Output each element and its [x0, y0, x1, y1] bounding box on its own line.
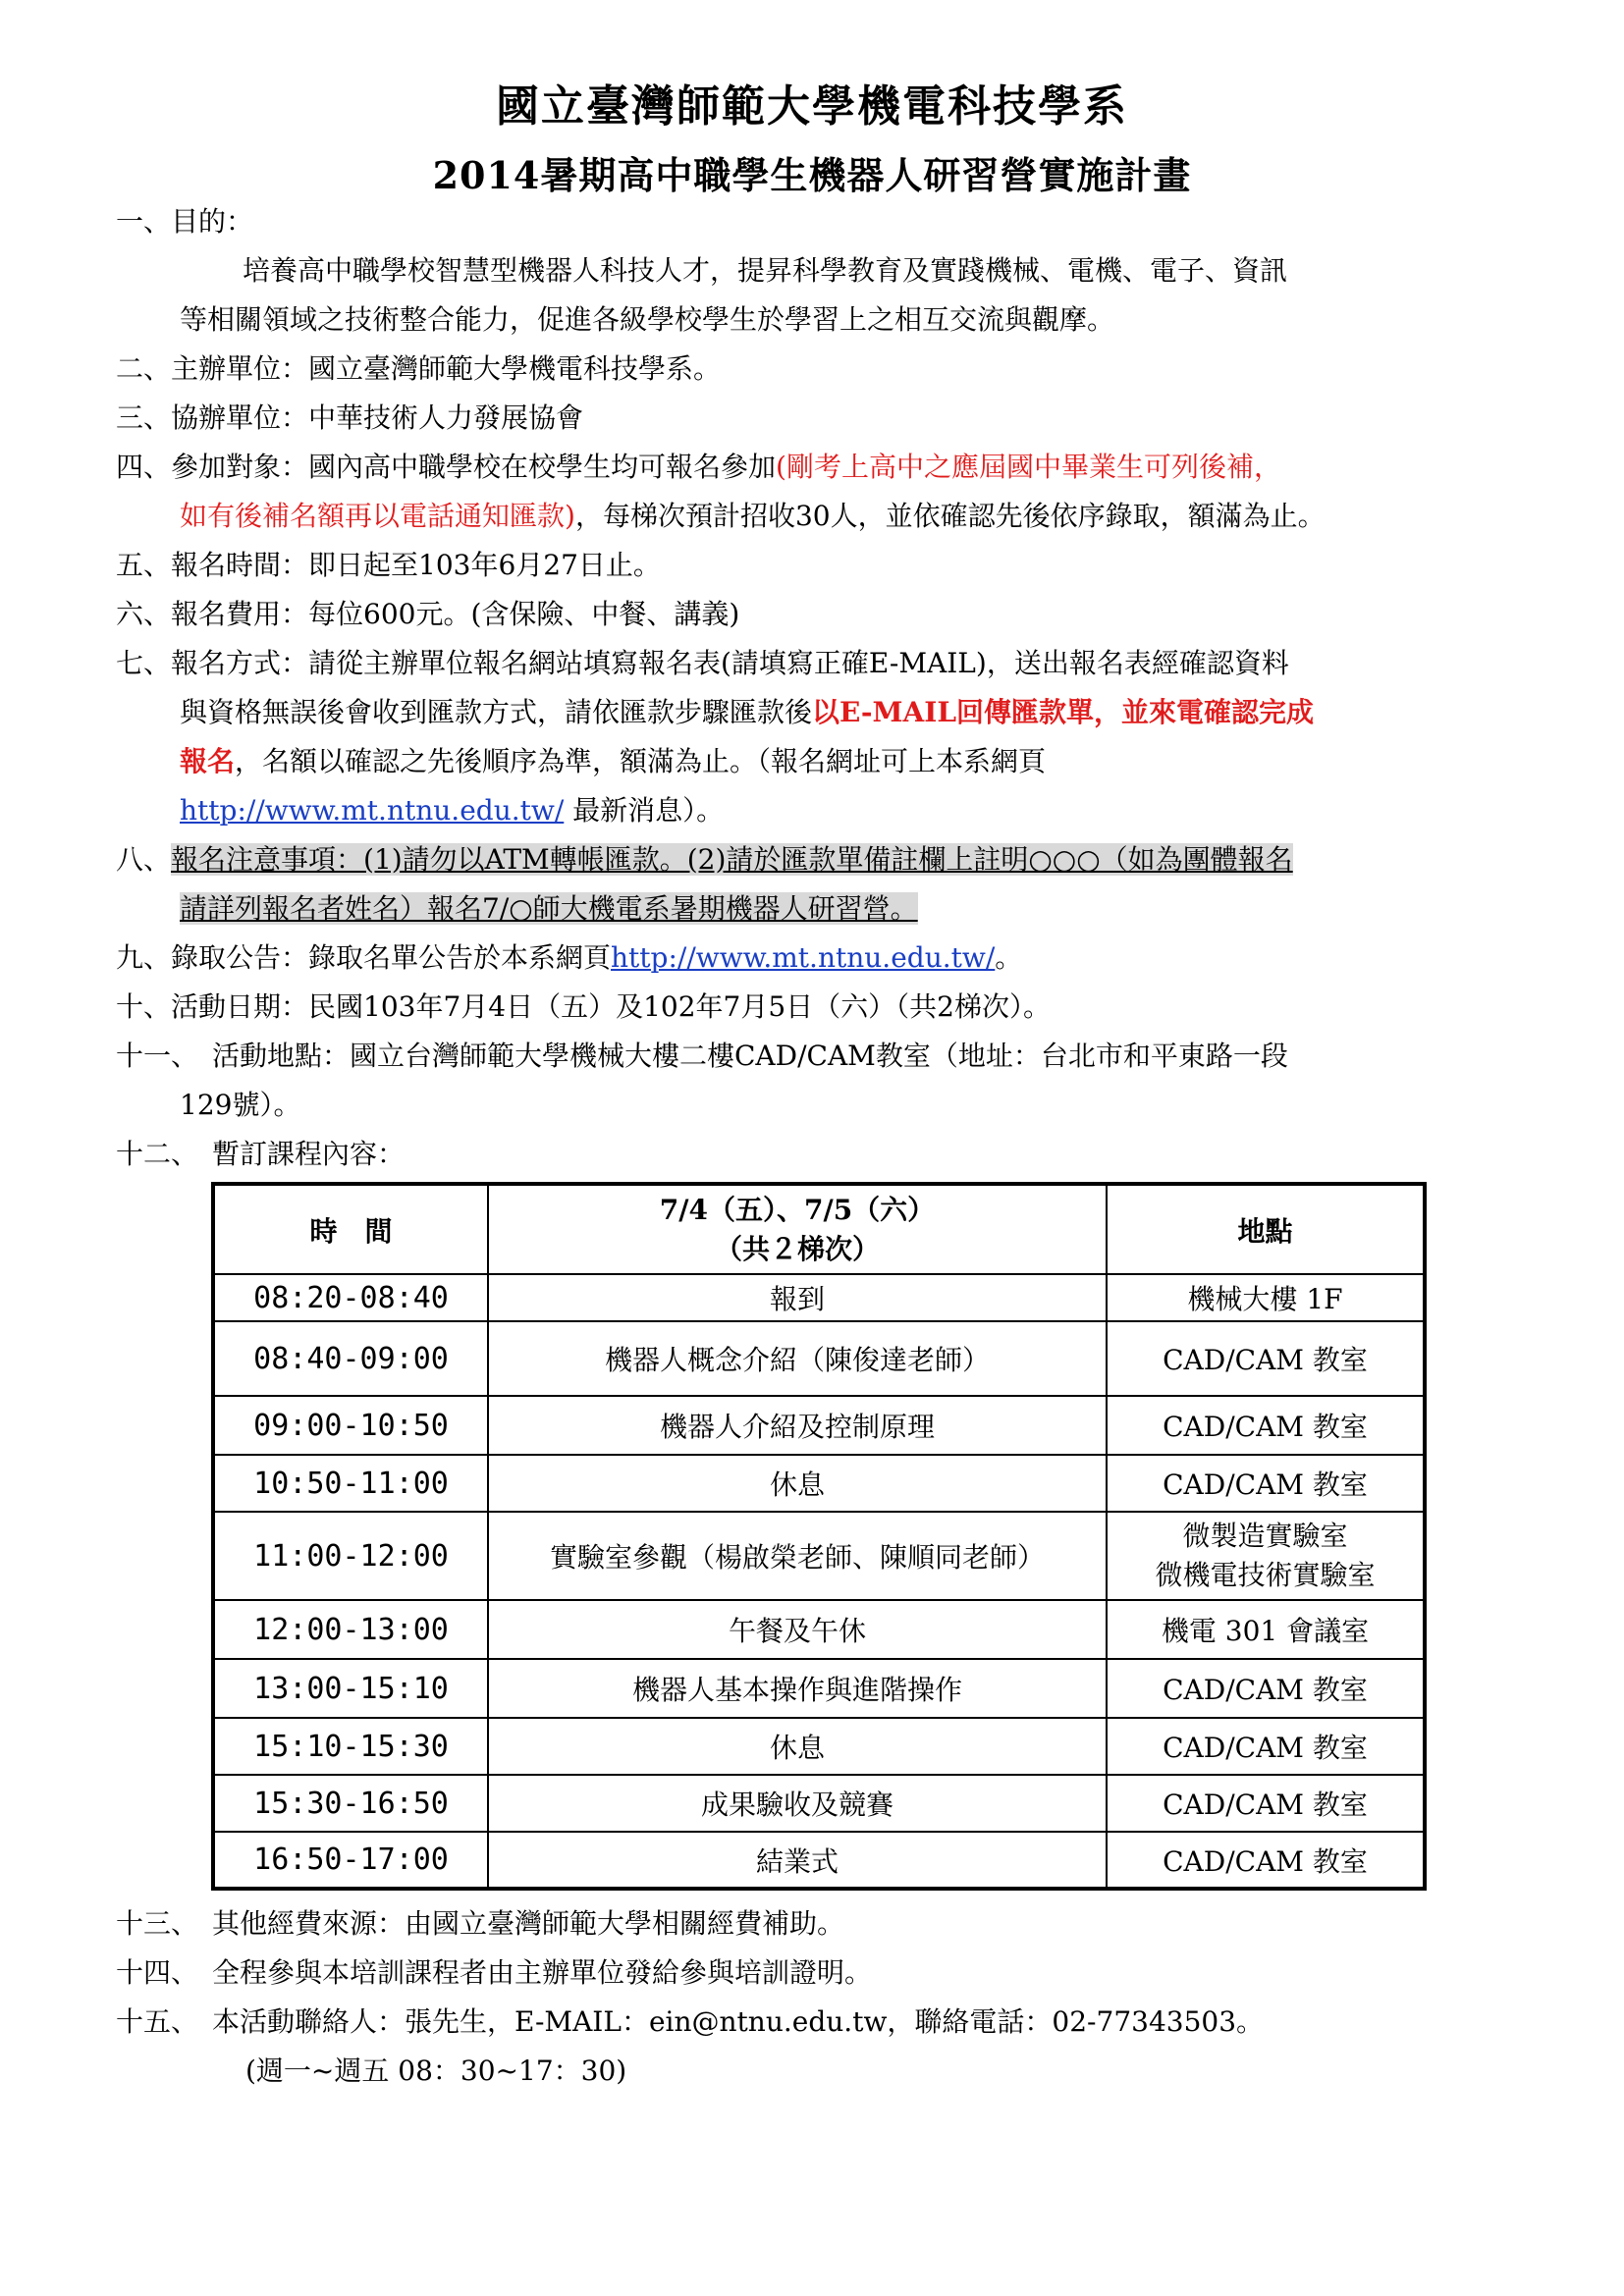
cell-place: CAD/CAM 教室 [1107, 1659, 1425, 1718]
section-8-notice: 報名注意事項：(1)請勿以ATM轉帳匯款。(2)請於匯款單備註欄上註明○○○（如為團體報名 [171, 843, 1293, 876]
section-7-red-note-2: 報名 [180, 745, 236, 777]
table-row [213, 1659, 1425, 1718]
cell-place: 機械大樓 1F [1107, 1274, 1425, 1321]
section-10-dates: 十、活動日期：民國103年7月4日（五）及102年7月5日（六）（共2梯次）。 [116, 990, 1051, 1023]
cell-place [1107, 1512, 1425, 1600]
cell-place: CAD/CAM 教室 [1107, 1832, 1425, 1889]
table-row [213, 1321, 1425, 1396]
cell-place-line2: 微機電技術實驗室 [1155, 1559, 1376, 1591]
section-12-heading: 十二、 暫訂課程內容： [116, 1138, 406, 1170]
cell-place-line1: 微製造實驗室 [1182, 1520, 1348, 1552]
cell-time: 08:40-09:00 [213, 1321, 488, 1396]
section-11-line1: 十一、 活動地點：國立台灣師範大學機械大樓二樓CAD/CAM教室（地址：台北市和平東路一段 [116, 1040, 1288, 1072]
schedule-body [213, 1274, 1425, 1889]
section-4-red-note-2: 如有後補名額再以電話通知匯款) [180, 500, 575, 532]
cell-time: 09:00-10:50 [213, 1396, 488, 1455]
section-1-body-line2: 等相關領域之技術整合能力，促進各級學校學生於學習上之相互交流與觀摩。 [180, 303, 1115, 336]
cell-activity: 結業式 [488, 1832, 1107, 1889]
cell-activity: 機器人基本操作與進階操作 [488, 1659, 1107, 1718]
table-header-row [213, 1184, 1425, 1274]
section-8-number: 八、 [116, 843, 172, 876]
header-time: 時 間 [213, 1184, 488, 1274]
table-row [213, 1775, 1425, 1832]
section-1-heading: 一、目的： [116, 205, 254, 238]
header-date-line1: 7/4（五）、7/5（六） [659, 1193, 936, 1226]
cell-time: 15:30-16:50 [213, 1775, 488, 1832]
section-7-text-3: 最新消息）。 [564, 794, 725, 827]
cell-time: 12:00-13:00 [213, 1600, 488, 1659]
cell-activity: 休息 [488, 1718, 1107, 1775]
cell-time: 15:10-15:30 [213, 1718, 488, 1775]
section-4-text: 四、參加對象：國內高中職學校在校學生均可報名參加 [116, 451, 777, 483]
table-row [213, 1600, 1425, 1659]
cell-time: 10:50-11:00 [213, 1455, 488, 1512]
table-row [213, 1718, 1425, 1775]
section-11-line2: 129號）。 [180, 1089, 301, 1121]
section-4-line2 [180, 497, 1326, 536]
section-8-line2 [180, 889, 918, 929]
section-7-line3 [180, 742, 1046, 781]
section-9-end: 。 [995, 941, 1023, 974]
cell-time: 16:50-17:00 [213, 1832, 488, 1889]
section-1-body-line1: 培養高中職學校智慧型機器人科技人才，提昇科學教育及實踐機械、電機、電子、資訊 [243, 254, 1288, 287]
cell-activity: 午餐及午休 [488, 1600, 1107, 1659]
table-row [213, 1455, 1425, 1512]
section-14-certificate: 十四、 全程參與本培訓課程者由主辦單位發給參與培訓證明。 [116, 1956, 873, 1989]
section-7-line2 [180, 693, 1314, 732]
header-place: 地點 [1107, 1184, 1425, 1274]
document-title: 國立臺灣師範大學機電科技學系 [496, 81, 1128, 132]
section-3-co-organizer: 三、協辦單位：中華技術人力發展協會 [116, 401, 584, 434]
section-4-red-note: (剛考上高中之應屆國中畢業生可列後補， [776, 451, 1281, 483]
cell-time: 13:00-15:10 [213, 1659, 488, 1718]
section-8-notice-2: 請詳列報名者姓名）報名7/○師大機電系暑期機器人研習營。 [180, 892, 918, 925]
cell-time: 08:20-08:40 [213, 1274, 488, 1321]
cell-activity: 報到 [488, 1274, 1107, 1321]
cell-activity: 實驗室參觀（楊啟榮老師、陳順同老師） [488, 1512, 1107, 1600]
section-7-red-note: 以E-MAIL回傳匯款單，並來電確認完成 [812, 696, 1315, 728]
section-4-line1 [116, 448, 1281, 487]
section-8-line1 [116, 840, 1293, 880]
department-website-link[interactable]: http://www.mt.ntnu.edu.tw/ [180, 794, 565, 827]
section-13-funding: 十三、 其他經費來源：由國立臺灣師範大學相關經費補助。 [116, 1907, 845, 1940]
table-row [213, 1832, 1425, 1889]
section-4-text-2: ，每梯次預計招收30人，並依確認先後依序錄取，額滿為止。 [574, 500, 1326, 532]
admission-website-link[interactable]: http://www.mt.ntnu.edu.tw/ [611, 941, 996, 974]
cell-activity: 休息 [488, 1455, 1107, 1512]
cell-time: 11:00-12:00 [213, 1512, 488, 1600]
table-row [213, 1396, 1425, 1455]
cell-activity: 成果驗收及競賽 [488, 1775, 1107, 1832]
cell-place: CAD/CAM 教室 [1107, 1718, 1425, 1775]
section-7-text-2: ，名額以確認之先後順序為準，額滿為止。（報名網址可上本系網頁 [235, 745, 1047, 777]
section-7-line1: 七、報名方式：請從主辦單位報名網站填寫報名表(請填寫正確E-MAIL)，送出報名表經確認資料 [116, 647, 1289, 679]
section-15-hours: (週一~週五 08：30~17：30) [245, 2055, 627, 2087]
section-7-text: 與資格無誤後會收到匯款方式，請依匯款步驟匯款後 [180, 696, 813, 728]
section-7-line4 [180, 791, 724, 830]
cell-place: CAD/CAM 教室 [1107, 1775, 1425, 1832]
cell-place: CAD/CAM 教室 [1107, 1455, 1425, 1512]
header-date [488, 1184, 1107, 1274]
section-6-fee: 六、報名費用：每位600元。(含保險、中餐、講義) [116, 598, 740, 630]
table-row [213, 1274, 1425, 1321]
document-subtitle: 2014暑期高中職學生機器人研習營實施計畫 [432, 153, 1192, 197]
cell-activity: 機器人概念介紹（陳俊達老師） [488, 1321, 1107, 1396]
section-5-registration-period: 五、報名時間：即日起至103年6月27日止。 [116, 549, 661, 581]
header-date-line2: （共２梯次） [714, 1232, 880, 1265]
table-row [213, 1512, 1425, 1600]
section-9-line [116, 938, 1022, 978]
section-15-contact: 十五、 本活動聯絡人：張先生，E-MAIL：ein@ntnu.edu.tw，聯絡電話：02-77343503。 [116, 2005, 1265, 2038]
cell-place: CAD/CAM 教室 [1107, 1321, 1425, 1396]
section-9-text: 九、錄取公告：錄取名單公告於本系網頁 [116, 941, 612, 974]
cell-place: 機電 301 會議室 [1107, 1600, 1425, 1659]
cell-activity: 機器人介紹及控制原理 [488, 1396, 1107, 1455]
section-2-organizer: 二、主辦單位：國立臺灣師範大學機電科技學系。 [116, 352, 722, 385]
schedule-table [211, 1182, 1427, 1891]
cell-place: CAD/CAM 教室 [1107, 1396, 1425, 1455]
